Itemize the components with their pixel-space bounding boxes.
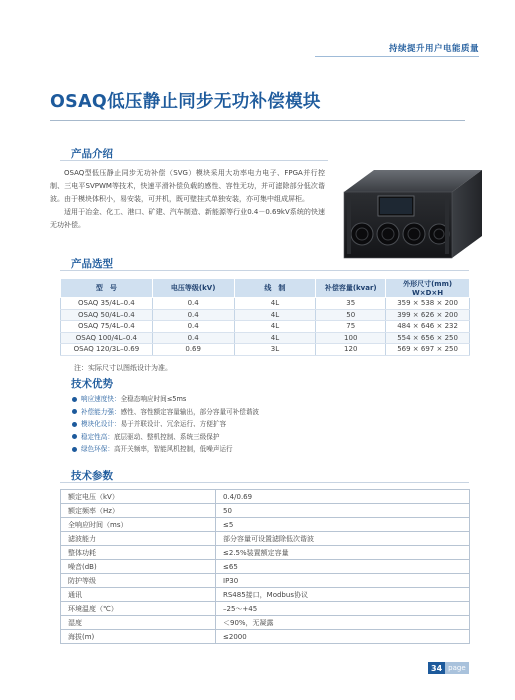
cell-capacity: 100: [316, 332, 386, 344]
list-item: [72, 443, 259, 456]
cell-wiring: 3L: [234, 344, 316, 356]
param-value: IP30: [216, 574, 470, 588]
param-value: ≤2.5%装置额定容量: [216, 546, 470, 560]
cell-dimensions: 399 × 626 × 200: [386, 309, 470, 321]
cell-capacity: 75: [316, 321, 386, 333]
params-table: [60, 489, 470, 644]
cell-capacity: 120: [316, 344, 386, 356]
intro-text: [50, 167, 325, 232]
advantage-text: 高开关频率，智能风机控制，低噪声运行: [113, 445, 233, 453]
cell-capacity: 50: [316, 309, 386, 321]
advantage-text: 感性、容性额定容量输出，部分容量可补偿谐波: [120, 407, 260, 416]
param-label: 额定电压（kV）: [61, 490, 216, 504]
page-number: 34: [428, 662, 445, 674]
cell-voltage: 0.69: [152, 344, 234, 356]
param-label: 噪音(dB): [61, 560, 216, 574]
param-value: ≤5: [216, 518, 470, 532]
param-value: 0.4/0.69: [216, 490, 470, 504]
param-value: ≤2000: [216, 630, 470, 644]
table-row: [61, 588, 470, 602]
section-rule-intro: [60, 160, 328, 161]
param-label: 全响应时间（ms）: [61, 518, 216, 532]
section-heading-advantages: 技术优势: [71, 378, 113, 390]
table-row: [61, 321, 470, 333]
advantage-text: 易于并联设计、冗余运行、方便扩容: [120, 420, 227, 428]
selection-table: [60, 278, 470, 356]
cell-model: OSAQ 120/3L–0.69: [61, 344, 153, 356]
bullet-icon: [72, 422, 77, 427]
advantages-list: [72, 393, 259, 456]
section-rule-params: [60, 482, 469, 483]
svg-module-image: [338, 162, 488, 262]
table-row: [61, 532, 470, 546]
cell-dimensions: 359 × 538 × 200: [386, 298, 470, 310]
section-heading-selection: 产品选型: [71, 258, 113, 270]
intro-paragraph: 适用于冶金、化工、港口、矿建、汽车制造、新能源等行业0.4－0.69kV系统的快速无功补偿。: [50, 208, 325, 229]
section-heading-params: 技术参数: [71, 470, 113, 482]
param-label: 通讯: [61, 588, 216, 602]
col-header-dimensions: 外形尺寸(mm) W×D×H: [386, 279, 470, 298]
table-row: [61, 574, 470, 588]
col-header-wiring: 线 制: [234, 279, 316, 298]
bullet-icon: [72, 397, 77, 402]
advantage-text: 底层驱动、整机控制、系统三级保护: [113, 432, 220, 441]
title-rule: [50, 120, 465, 121]
param-value: 50: [216, 504, 470, 518]
list-item: [72, 393, 259, 406]
cell-model: OSAQ 35/4L–0.4: [61, 298, 153, 310]
header-rule: [315, 56, 479, 57]
page-title: OSAQ低压静止同步无功补偿模块: [50, 92, 321, 112]
table-row: [61, 344, 470, 356]
bullet-icon: [72, 434, 77, 439]
advantage-key: 绿色环保：: [81, 445, 114, 453]
table-row: [61, 332, 470, 344]
cell-model: OSAQ 75/4L–0.4: [61, 321, 153, 333]
col-header-capacity: 补偿容量(kvar): [316, 279, 386, 298]
cell-model: OSAQ 50/4L–0.4: [61, 309, 153, 321]
table-row: [61, 504, 470, 518]
page-label: page: [445, 662, 468, 674]
page-number-badge: [428, 662, 469, 674]
cell-capacity: 35: [316, 298, 386, 310]
table-row: [61, 546, 470, 560]
table-row: [61, 490, 470, 504]
table-row: [61, 518, 470, 532]
param-value: ≤65: [216, 560, 470, 574]
cell-wiring: 4L: [234, 309, 316, 321]
advantage-key: 补偿能力强：: [81, 407, 121, 416]
bullet-icon: [72, 447, 77, 452]
table-row: [61, 298, 470, 310]
cell-model: OSAQ 100/4L–0.4: [61, 332, 153, 344]
param-label: 额定频率（Hz）: [61, 504, 216, 518]
param-label: 海拔(m): [61, 630, 216, 644]
cell-voltage: 0.4: [152, 321, 234, 333]
list-item: [72, 418, 259, 431]
cell-wiring: 4L: [234, 321, 316, 333]
section-heading-intro: 产品介绍: [71, 148, 113, 160]
advantage-text: 全稳态响应时间≤5ms: [120, 395, 187, 403]
table-row: [61, 309, 470, 321]
cell-dimensions: 554 × 656 × 250: [386, 332, 470, 344]
cell-voltage: 0.4: [152, 309, 234, 321]
list-item: [72, 431, 259, 444]
cell-voltage: 0.4: [152, 332, 234, 344]
header-tagline: 持续提升用户电能质量: [388, 44, 479, 54]
bullet-icon: [72, 409, 77, 414]
selection-note: 注：实际尺寸以图纸设计为准。: [74, 364, 172, 372]
cell-voltage: 0.4: [152, 298, 234, 310]
cell-wiring: 4L: [234, 332, 316, 344]
param-value: RS485接口，Modbus协议: [216, 588, 470, 602]
col-header-voltage: 电压等级(kV): [152, 279, 234, 298]
param-label: 整体功耗: [61, 546, 216, 560]
cell-dimensions: 569 × 697 × 250: [386, 344, 470, 356]
param-value: –25～+45: [216, 602, 470, 616]
table-row: [61, 630, 470, 644]
table-row: [61, 616, 470, 630]
param-label: 防护等级: [61, 574, 216, 588]
advantage-key: 模块化设计：: [81, 420, 121, 428]
intro-paragraph: OSAQ型低压静止同步无功补偿（SVG）模块采用大功率电力电子、FPGA并行控制、三电平SVPWM等技术，快速平滑补偿负载的感性、容性无功，并可滤除部分低次谐波。由于模块体积小，易安装，可并机，既可壁挂式单独安装，亦可集中组成屏柜。: [50, 169, 325, 203]
table-row: [61, 560, 470, 574]
param-label: 滤波能力: [61, 532, 216, 546]
advantage-key: 稳定性高：: [81, 432, 114, 441]
selection-header-row: [61, 279, 470, 298]
list-item: [72, 406, 259, 419]
param-label: 湿度: [61, 616, 216, 630]
advantage-key: 响应速度快：: [81, 395, 121, 403]
cell-wiring: 4L: [234, 298, 316, 310]
param-value: 部分容量可设置滤除低次谐波: [216, 532, 470, 546]
cell-dimensions: 484 × 646 × 232: [386, 321, 470, 333]
col-header-model: 型 号: [61, 279, 153, 298]
table-row: [61, 602, 470, 616]
param-value: ＜90%，无凝露: [216, 616, 470, 630]
section-rule-selection: [60, 270, 469, 271]
param-label: 环境温度（℃）: [61, 602, 216, 616]
